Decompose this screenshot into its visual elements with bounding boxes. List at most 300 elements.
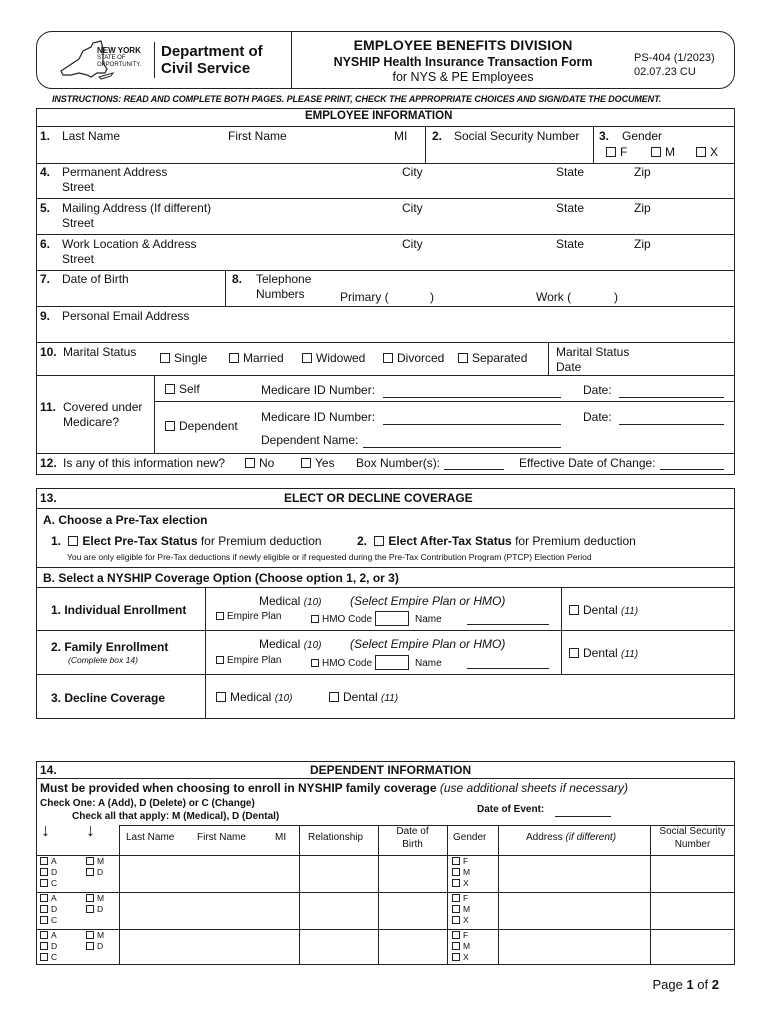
state-label: State	[556, 165, 585, 179]
medical-checkbox-label: M	[97, 856, 105, 866]
medical-label: Medical	[259, 594, 301, 608]
delete-checkbox-label: D	[51, 941, 58, 951]
hmo-code-label: HMO Code	[322, 614, 373, 625]
pre-tax-option[interactable]	[51, 534, 322, 548]
checkbox-icon[interactable]	[245, 458, 255, 468]
divider	[425, 126, 426, 163]
arrow-down-icon: ↓	[86, 820, 95, 840]
checkbox-icon[interactable]	[311, 615, 319, 623]
telephone-label: Telephone	[256, 272, 312, 286]
dental-label: Dental	[343, 690, 378, 704]
page-prefix: Page	[652, 977, 687, 992]
form-subtitle2: for NYS & PE Employees	[392, 70, 534, 84]
logo-text	[97, 47, 141, 69]
checkbox-icon[interactable]	[452, 916, 460, 924]
checkbox-icon[interactable]	[383, 353, 393, 363]
section-number: 13.	[40, 491, 57, 505]
divider	[36, 508, 735, 509]
mailing-address-field[interactable]: Mailing Address (If different)	[62, 201, 212, 215]
change-checkbox-label: C	[51, 915, 58, 925]
field-number: 10.	[40, 345, 57, 359]
checkbox-icon[interactable]	[329, 692, 339, 702]
marital-married-checkbox[interactable]	[229, 351, 284, 365]
coverage-heading: ELECT OR DECLINE COVERAGE	[284, 491, 473, 505]
form-number: PS-404 (1/2023)	[634, 52, 715, 64]
medicare-id-label: Medicare ID Number:	[261, 383, 376, 397]
field-number: 6.	[40, 237, 51, 251]
dental-code: (11)	[621, 649, 639, 660]
checkbox-icon[interactable]	[452, 942, 460, 950]
delete-checkbox-label: D	[51, 867, 58, 877]
delete-checkbox[interactable]	[40, 904, 57, 914]
dependent-name-input[interactable]	[363, 447, 561, 448]
logo-divider	[154, 42, 155, 78]
checkbox-icon[interactable]	[229, 353, 239, 363]
medical-code: (10)	[303, 640, 322, 651]
individual-hmo-name-input[interactable]	[467, 624, 549, 625]
must-provide-text: Must be provided when choosing to enroll in NYSHIP family coverage	[40, 781, 437, 795]
checkbox-icon[interactable]	[606, 147, 616, 157]
gender-x-label: X	[710, 145, 719, 159]
effective-date-label: Effective Date of Change:	[519, 456, 656, 470]
option-number: 2.	[357, 534, 368, 548]
section-number: 14.	[40, 763, 57, 777]
divider	[36, 270, 735, 271]
divider	[154, 401, 735, 402]
change-checkbox[interactable]	[40, 878, 57, 888]
field-number: 11.	[40, 400, 57, 414]
form-number-area	[634, 32, 734, 88]
divorced-label: Divorced	[397, 351, 445, 365]
page-of: of	[693, 977, 712, 992]
empire-plan-label: Empire Plan	[227, 655, 282, 666]
state-label: State	[556, 201, 585, 215]
col-dob: Date of	[396, 826, 429, 837]
new-info-no-checkbox[interactable]	[245, 456, 274, 470]
divider	[36, 630, 735, 631]
employee-info-heading: EMPLOYEE INFORMATION	[305, 110, 453, 122]
dept-line1: Department of	[161, 43, 263, 60]
checkbox-icon[interactable]	[86, 868, 94, 876]
date-of-event-input[interactable]	[555, 816, 611, 817]
divider	[36, 778, 735, 779]
checkbox-icon[interactable]	[40, 916, 48, 924]
add-checkbox-label: A	[51, 930, 57, 940]
checkbox-icon[interactable]	[40, 894, 48, 902]
numbers-label: Numbers	[256, 287, 305, 301]
marital-date-label2: Date	[556, 360, 582, 374]
medicare-self-checkbox[interactable]	[165, 382, 200, 396]
divider	[205, 587, 206, 719]
check-one-instruction: Check One: A (Add), D (Delete) or C (Change)	[40, 798, 255, 809]
checkbox-icon[interactable]	[452, 868, 460, 876]
gender-x-checkbox[interactable]	[452, 952, 469, 962]
checkbox-icon[interactable]	[165, 421, 175, 431]
checkbox-icon[interactable]	[452, 894, 460, 902]
checkbox-icon[interactable]	[40, 942, 48, 950]
marital-status-label: Marital Status	[63, 345, 137, 359]
divider	[36, 126, 735, 127]
checkbox-icon[interactable]	[452, 931, 460, 939]
dental-code: (11)	[621, 606, 639, 617]
dental-label: Dental	[583, 603, 618, 617]
medical-label: Medical	[230, 690, 272, 704]
after-tax-label: Elect After-Tax Status	[388, 534, 512, 548]
gender-f-label: F	[620, 145, 628, 159]
option-number: 1.	[51, 534, 62, 548]
dental-checkbox-label: D	[97, 904, 104, 914]
arrow-down-icon: ↓	[41, 820, 50, 840]
street-label: Street	[62, 180, 95, 194]
dependent-medicare-id-input[interactable]	[383, 424, 561, 425]
primary-phone-field[interactable]: Primary (	[340, 290, 389, 304]
header-logo-area	[37, 32, 292, 88]
street-label: Street	[62, 252, 95, 266]
gender-f-checkbox[interactable]	[452, 930, 468, 940]
medicare-date-input[interactable]	[619, 397, 724, 398]
gender-x-checkbox[interactable]	[452, 878, 469, 888]
divider	[36, 892, 735, 893]
new-info-yes-checkbox[interactable]	[301, 456, 335, 470]
checkbox-icon[interactable]	[696, 147, 706, 157]
dental-checkbox[interactable]	[86, 904, 103, 914]
gender-f-checkbox[interactable]	[606, 145, 627, 159]
dependent-heading: DEPENDENT INFORMATION	[310, 763, 472, 777]
divider	[36, 198, 735, 199]
gender-x-checkbox-label: X	[463, 915, 469, 925]
divider	[119, 825, 120, 965]
add-checkbox[interactable]	[40, 893, 57, 903]
pre-tax-rest: for Premium deduction	[197, 534, 322, 548]
form-title: EMPLOYEE BENEFITS DIVISION	[353, 37, 573, 53]
form-header	[36, 31, 735, 89]
gender-f-checkbox[interactable]	[452, 856, 468, 866]
medicare-label: Covered under	[63, 400, 143, 414]
marital-divorced-checkbox[interactable]	[383, 351, 444, 365]
work-address-field[interactable]: Work Location & Address	[62, 237, 197, 251]
primary-phone-close: )	[430, 290, 434, 304]
field-number: 12.	[40, 456, 57, 470]
dental-checkbox[interactable]	[86, 941, 103, 951]
delete-checkbox[interactable]	[40, 941, 57, 951]
box-numbers-input[interactable]	[444, 469, 504, 470]
divider	[36, 674, 735, 675]
after-tax-option[interactable]	[357, 534, 636, 548]
divider	[447, 825, 448, 965]
checkbox-icon[interactable]	[452, 857, 460, 865]
medicare-dependent-checkbox[interactable]	[165, 419, 238, 433]
logo-line3: OPPORTUNITY.	[97, 62, 142, 68]
checkbox-icon[interactable]	[165, 384, 175, 394]
medical-checkbox[interactable]	[86, 856, 104, 866]
gender-label: Gender	[622, 129, 663, 143]
divider	[36, 234, 735, 235]
divider	[36, 375, 735, 376]
pre-tax-label: Elect Pre-Tax Status	[82, 534, 198, 548]
col-relationship: Relationship	[308, 832, 364, 843]
checkbox-icon[interactable]	[302, 353, 312, 363]
decline-coverage-label: 3. Decline Coverage	[51, 691, 166, 705]
no-label: No	[259, 456, 275, 470]
marital-date-label: Marital Status	[556, 345, 630, 359]
individual-dental-checkbox[interactable]	[569, 603, 638, 617]
checkbox-icon[interactable]	[216, 692, 226, 702]
checkbox-icon[interactable]	[40, 931, 48, 939]
gender-m-checkbox[interactable]	[651, 145, 675, 159]
add-checkbox-label: A	[51, 893, 57, 903]
gender-m-checkbox[interactable]	[452, 867, 470, 877]
col-last-name: Last Name	[126, 832, 175, 843]
gender-x-checkbox[interactable]	[452, 915, 469, 925]
form-revision-date: 02.07.23 CU	[634, 66, 696, 78]
dental-checkbox-label: D	[97, 941, 104, 951]
dependent-name-label: Dependent Name:	[261, 433, 359, 447]
marital-separated-checkbox[interactable]	[458, 351, 527, 365]
logo-line2: STATE OF	[97, 55, 126, 61]
col-ssn: Social Security	[659, 826, 726, 837]
married-label: Married	[243, 351, 284, 365]
col-address: Address	[526, 832, 563, 843]
field-number: 5.	[40, 201, 51, 215]
effective-date-input[interactable]	[660, 469, 724, 470]
checkbox-icon[interactable]	[311, 659, 319, 667]
medical-checkbox-label: M	[97, 893, 105, 903]
field-number: 4.	[40, 165, 51, 179]
name-label: Name	[415, 658, 442, 669]
field-number: 1.	[40, 129, 51, 143]
change-checkbox[interactable]	[40, 952, 57, 962]
checkbox-icon[interactable]	[452, 905, 460, 913]
checkbox-icon[interactable]	[86, 942, 94, 950]
work-phone-field[interactable]: Work (	[536, 290, 572, 304]
col-address-note: (if different)	[565, 832, 617, 843]
gender-f-checkbox-label: F	[463, 893, 469, 903]
checkbox-icon[interactable]	[40, 868, 48, 876]
hmo-code-input[interactable]	[375, 655, 409, 670]
gender-x-checkbox-label: X	[463, 878, 469, 888]
separated-label: Separated	[472, 351, 528, 365]
medicare-id-label: Medicare ID Number:	[261, 410, 376, 424]
middle-initial-field[interactable]: MI	[394, 129, 408, 143]
checkbox-icon[interactable]	[40, 857, 48, 865]
individual-hmo-checkbox[interactable]	[311, 611, 442, 626]
checkbox-icon[interactable]	[452, 953, 460, 961]
divider	[36, 567, 735, 568]
checkbox-icon[interactable]	[374, 536, 384, 546]
decline-medical-checkbox[interactable]	[216, 690, 293, 704]
single-label: Single	[174, 351, 208, 365]
decline-dental-checkbox[interactable]	[329, 690, 398, 704]
form-subtitle: NYSHIP Health Insurance Transaction Form	[333, 55, 593, 69]
checkbox-icon[interactable]	[86, 905, 94, 913]
checkbox-icon[interactable]	[301, 458, 311, 468]
additional-sheets-note: (use additional sheets if necessary)	[436, 781, 628, 795]
select-plan-note: (Select Empire Plan or HMO)	[350, 637, 506, 651]
col-first-name: First Name	[197, 832, 246, 843]
family-hmo-name-input[interactable]	[467, 668, 549, 669]
after-tax-rest: for Premium deduction	[511, 534, 636, 548]
dental-code: (11)	[381, 693, 399, 704]
instructions-text: INSTRUCTIONS: READ AND COMPLETE BOTH PAGES. PLEASE PRINT, CHECK THE APPROPRIATE CHOICES AND SIGN/DATE THE DOCUMENT.	[52, 94, 662, 104]
field-number: 9.	[40, 309, 51, 323]
family-dental-checkbox[interactable]	[569, 646, 638, 660]
col-gender: Gender	[453, 832, 487, 843]
family-empire-checkbox[interactable]	[216, 655, 281, 666]
pre-tax-title: A. Choose a Pre-Tax election	[43, 513, 208, 527]
delete-checkbox[interactable]	[40, 867, 57, 877]
change-checkbox-label: C	[51, 952, 58, 962]
change-checkbox[interactable]	[40, 915, 57, 925]
family-note: (Complete box 14)	[68, 655, 138, 665]
date-of-birth-field[interactable]: Date of Birth	[62, 272, 129, 286]
dental-checkbox[interactable]	[86, 867, 103, 877]
divider	[154, 375, 155, 453]
checkbox-icon[interactable]	[569, 605, 579, 615]
gender-m-label: M	[665, 145, 675, 159]
divider	[36, 587, 735, 588]
col-dob-2: Birth	[402, 839, 423, 850]
box-numbers-label: Box Number(s):	[356, 456, 441, 470]
checkbox-icon[interactable]	[216, 656, 224, 664]
pre-tax-note: You are only eligible for Pre-Tax deductions if newly eligible or if requested during the Pre-Tax Contribution Program (PTCP) Election Period	[67, 552, 592, 562]
checkbox-icon[interactable]	[651, 147, 661, 157]
permanent-address-field[interactable]: Permanent Address	[62, 165, 168, 179]
col-mi: MI	[275, 832, 287, 843]
hmo-code-input[interactable]	[375, 611, 409, 626]
field-number: 8.	[232, 272, 243, 286]
coverage-option-title: B. Select a NYSHIP Coverage Option (Choose option 1, 2, or 3)	[43, 571, 399, 585]
divider	[36, 453, 735, 454]
marital-widowed-checkbox[interactable]	[302, 351, 365, 365]
col-ssn-2: Number	[674, 839, 711, 850]
dependent-label: Dependent	[179, 419, 238, 433]
family-hmo-checkbox[interactable]	[311, 655, 442, 670]
checkbox-icon[interactable]	[86, 894, 94, 902]
widowed-label: Widowed	[316, 351, 366, 365]
divider	[299, 825, 300, 965]
zip-label: Zip	[634, 237, 651, 251]
date-label: Date:	[583, 410, 612, 424]
gender-f-checkbox[interactable]	[452, 893, 468, 903]
page-number	[652, 977, 719, 992]
divider	[593, 126, 594, 163]
gender-m-checkbox[interactable]	[452, 941, 470, 951]
individual-empire-checkbox[interactable]	[216, 611, 281, 622]
checkbox-icon[interactable]	[452, 879, 460, 887]
gender-m-checkbox-label: M	[463, 904, 471, 914]
state-label: State	[556, 237, 585, 251]
delete-checkbox-label: D	[51, 904, 58, 914]
dental-checkbox-label: D	[97, 867, 104, 877]
check-all-instruction: Check all that apply: M (Medical), D (Dental)	[72, 811, 280, 822]
checkbox-icon[interactable]	[68, 536, 78, 546]
zip-label: Zip	[634, 165, 651, 179]
add-checkbox[interactable]	[40, 856, 57, 866]
checkbox-icon[interactable]	[86, 931, 94, 939]
self-label: Self	[179, 382, 200, 396]
medicare-label2: Medicare?	[63, 415, 120, 429]
dept-line2: Civil Service	[161, 60, 251, 77]
checkbox-icon[interactable]	[458, 353, 468, 363]
medical-checkbox[interactable]	[86, 930, 104, 940]
gender-x-checkbox-label: X	[463, 952, 469, 962]
department-name	[161, 43, 263, 77]
date-of-event-label: Date of Event:	[477, 804, 545, 815]
divider	[225, 270, 226, 306]
dental-label: Dental	[583, 646, 618, 660]
divider	[36, 163, 735, 164]
ssn-field[interactable]: Social Security Number	[454, 129, 580, 143]
gender-m-checkbox[interactable]	[452, 904, 470, 914]
divider	[548, 342, 549, 375]
checkbox-icon[interactable]	[40, 953, 48, 961]
street-label: Street	[62, 216, 95, 230]
checkbox-icon[interactable]	[86, 857, 94, 865]
checkbox-icon[interactable]	[40, 905, 48, 913]
last-name-field[interactable]: Last Name	[62, 129, 121, 143]
header-title-area	[292, 32, 634, 88]
logo-line1: NEW YORK	[97, 46, 141, 55]
new-info-label: Is any of this information new?	[63, 456, 226, 470]
page-total: 2	[711, 977, 719, 992]
city-label: City	[402, 165, 423, 179]
first-name-field[interactable]: First Name	[228, 129, 287, 143]
city-label: City	[402, 237, 423, 251]
page-current: 1	[686, 977, 694, 992]
medical-code: (10)	[274, 693, 293, 704]
medical-code: (10)	[303, 597, 322, 608]
gender-f-checkbox-label: F	[463, 930, 469, 940]
work-phone-close: )	[614, 290, 618, 304]
checkbox-icon[interactable]	[160, 353, 170, 363]
change-checkbox-label: C	[51, 878, 58, 888]
gender-x-checkbox[interactable]	[696, 145, 718, 159]
empire-plan-label: Empire Plan	[227, 611, 282, 622]
medical-checkbox[interactable]	[86, 893, 104, 903]
divider	[498, 825, 499, 965]
medicare-id-input[interactable]	[383, 397, 561, 398]
divider	[36, 342, 735, 343]
dependent-medicare-date-input[interactable]	[619, 424, 724, 425]
gender-m-checkbox-label: M	[463, 867, 471, 877]
yes-label: Yes	[315, 456, 335, 470]
city-label: City	[402, 201, 423, 215]
field-number: 3.	[599, 129, 610, 143]
gender-f-checkbox-label: F	[463, 856, 469, 866]
select-plan-note: (Select Empire Plan or HMO)	[350, 594, 506, 608]
hmo-code-label: HMO Code	[322, 658, 373, 669]
zip-label: Zip	[634, 201, 651, 215]
email-field[interactable]: Personal Email Address	[62, 309, 190, 323]
add-checkbox[interactable]	[40, 930, 57, 940]
marital-single-checkbox[interactable]	[160, 351, 207, 365]
gender-m-checkbox-label: M	[463, 941, 471, 951]
checkbox-icon[interactable]	[569, 648, 579, 658]
checkbox-icon[interactable]	[40, 879, 48, 887]
individual-enrollment-label: 1. Individual Enrollment	[51, 603, 187, 617]
add-checkbox-label: A	[51, 856, 57, 866]
divider	[36, 855, 735, 856]
divider	[36, 306, 735, 307]
name-label: Name	[415, 614, 442, 625]
medical-label: Medical	[259, 637, 301, 651]
checkbox-icon[interactable]	[216, 612, 224, 620]
date-label: Date:	[583, 383, 612, 397]
nys-logo	[57, 37, 152, 83]
divider	[36, 929, 735, 930]
field-number: 7.	[40, 272, 51, 286]
family-enrollment-label: 2. Family Enrollment	[51, 640, 169, 654]
